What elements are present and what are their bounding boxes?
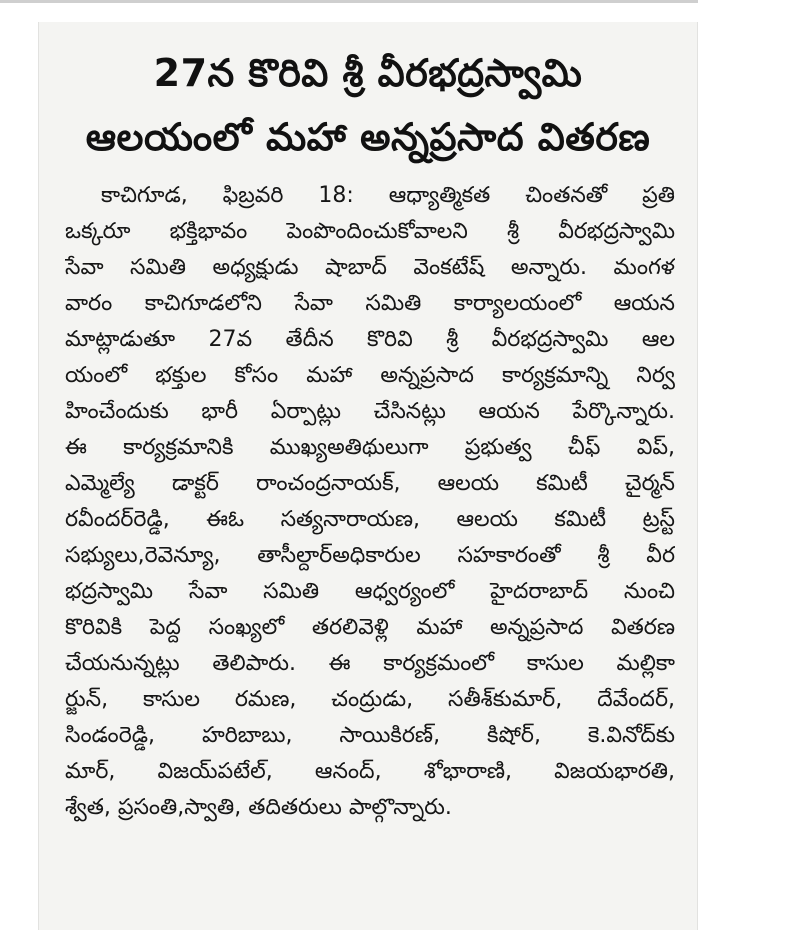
headline-line-2: ఆలయంలో మహా అన్నప్రసాద వితరణ bbox=[85, 115, 651, 159]
headline-line-1: 27న కొరివి శ్రీ వీరభద్రస్వామి bbox=[153, 51, 583, 95]
top-divider bbox=[0, 0, 698, 3]
body-line: సిండంరెడ్డి, హరిబాబు, సాయికిరణ్, కిషోర్, కె.వినోద్‌కు bbox=[65, 723, 675, 748]
body-line: మాట్లాడుతూ 27వ తేదీన కొరివి శ్రీ వీరభద్రస్వామి ఆల bbox=[65, 327, 675, 352]
body-line: ఒక్కరూ భక్తిభావం పెంపొందించుకోవాలని శ్రీ వీరభద్రస్వామి bbox=[65, 219, 675, 244]
body-line: ఎమ్మెల్యే డాక్టర్ రాంచంద్రనాయక్, ఆలయ కమిటీ చైర్మన్ bbox=[65, 471, 675, 496]
newspaper-clipping bbox=[38, 22, 698, 930]
article-body bbox=[39, 178, 697, 826]
body-line: ఈ కార్యక్రమానికి ముఖ్యఅతిథులుగా ప్రభుత్వ చీఫ్ విప్, bbox=[65, 435, 675, 460]
body-line: సభ్యులు,రెవెన్యూ, తాసీల్దార్అధికారుల సహకారంతో శ్రీ వీర bbox=[65, 543, 675, 568]
body-line: సేవా సమితి అధ్యక్షుడు షాబాద్ వెంకటేష్ అన్నారు. మంగళ bbox=[65, 255, 675, 280]
body-line: వారం కాచిగూడలోని సేవా సమితి కార్యాలయంలో ఆయన bbox=[65, 291, 675, 316]
body-line: మార్, విజయ్‌పటేల్, ఆనంద్, శోభారాణి, విజయభారతి, bbox=[65, 759, 675, 784]
body-line: యంలో భక్తుల కోసం మహా అన్నప్రసాద కార్యక్రమాన్ని నిర్వ bbox=[65, 363, 675, 388]
body-line: కొరివికి పెద్ద సంఖ్యలో తరలివెళ్లి మహా అన్నప్రసాద వితరణ bbox=[65, 615, 675, 640]
body-line: శ్వేత, ప్రసంతి,స్వాతి, తదితరులు పాల్గొన్నారు. bbox=[65, 795, 452, 820]
article-headline bbox=[39, 46, 697, 164]
body-line: చేయనున్నట్లు తెలిపారు. ఈ కార్యక్రమంలో కాసుల మల్లికా bbox=[65, 651, 675, 676]
body-line: ర్జున్, కాసుల రమణ, చంద్రుడు, సతీశ్‌కుమార్, దేవేందర్, bbox=[65, 687, 675, 712]
body-line: కాచిగూడ, ఫిబ్రవరి 18: ఆధ్యాత్మికత చింతనతో ప్రతి bbox=[101, 183, 675, 208]
body-line: భద్రస్వామి సేవా సమితి ఆధ్వర్యంలో హైదరాబాద్ నుంచి bbox=[65, 579, 675, 604]
body-line: హించేందుకు భారీ ఏర్పాట్లు చేసినట్లు ఆయన పేర్కొన్నారు. bbox=[65, 399, 675, 424]
body-line: రవీందర్‌రెడ్డి, ఈఓ సత్యనారాయణ, ఆలయ కమిటీ ట్రస్ట్ bbox=[65, 507, 675, 532]
